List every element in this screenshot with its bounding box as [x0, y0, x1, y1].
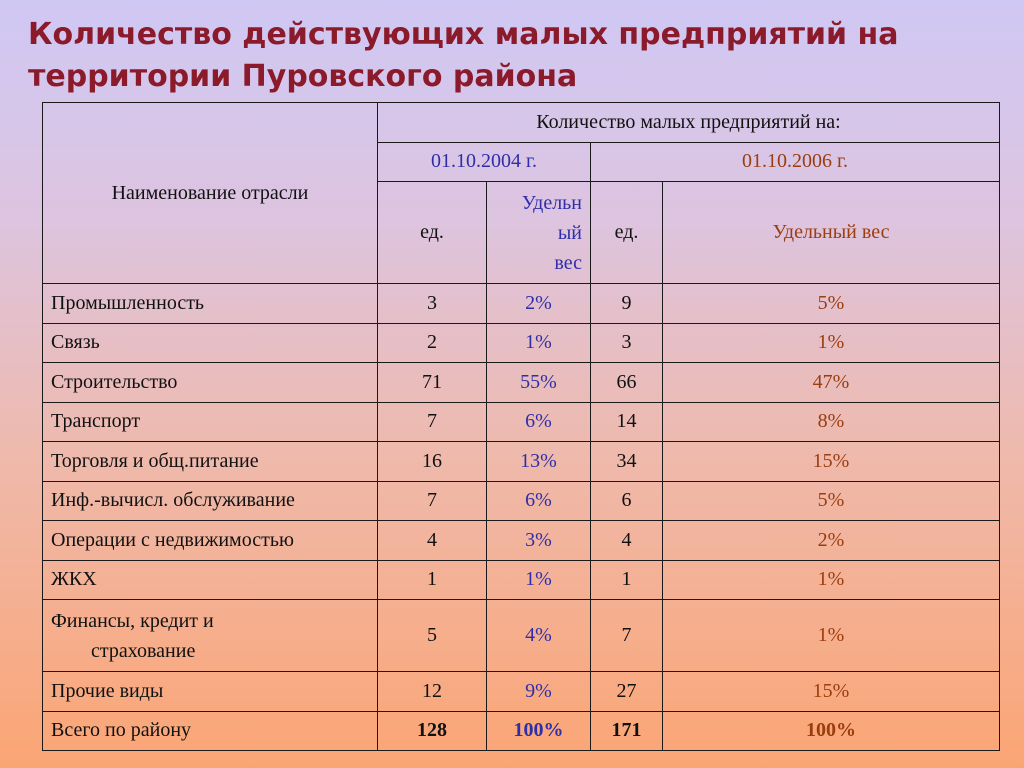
total-units-2004: 128 — [378, 711, 487, 751]
header-count-group: Количество малых предприятий на: — [378, 103, 1000, 143]
share-2006: 1% — [663, 600, 1000, 672]
table-row — [43, 672, 1000, 712]
enterprises-table — [42, 102, 1000, 751]
industry-name: Строительство — [43, 363, 378, 403]
units-2004: 2 — [378, 323, 487, 363]
share-2004: 9% — [487, 672, 591, 712]
share-2006: 5% — [663, 481, 1000, 521]
total-share-2004: 100% — [487, 711, 591, 751]
units-2006: 1 — [591, 560, 663, 600]
units-2006: 27 — [591, 672, 663, 712]
total-share-2006: 100% — [663, 711, 1000, 751]
share-2006: 15% — [663, 672, 1000, 712]
header-row-group — [43, 103, 1000, 143]
share-2004: 55% — [487, 363, 591, 403]
total-units-2006: 171 — [591, 711, 663, 751]
table-row — [43, 600, 1000, 672]
table-row — [43, 521, 1000, 561]
industry-name-line2: страхование — [91, 639, 196, 662]
share-2004: 13% — [487, 442, 591, 482]
units-2004: 7 — [378, 481, 487, 521]
share-2004: 6% — [487, 481, 591, 521]
industry-name: ЖКХ — [43, 560, 378, 600]
header-units-2004: ед. — [378, 182, 487, 284]
header-industry-name: Наименование отрасли — [43, 103, 378, 284]
table-row — [43, 402, 1000, 442]
share-2006: 1% — [663, 323, 1000, 363]
units-2006: 9 — [591, 284, 663, 324]
table-row — [43, 323, 1000, 363]
units-2004: 16 — [378, 442, 487, 482]
share-2006: 1% — [663, 560, 1000, 600]
header-share-2004-line1: Удельн — [521, 191, 582, 214]
units-2004: 71 — [378, 363, 487, 403]
industry-name: Связь — [43, 323, 378, 363]
units-2004: 7 — [378, 402, 487, 442]
table-row — [43, 363, 1000, 403]
industry-name — [43, 600, 378, 672]
table-row — [43, 284, 1000, 324]
units-2004: 4 — [378, 521, 487, 561]
slide-title-line2: территории Пуровского района — [28, 59, 578, 94]
share-2004: 6% — [487, 402, 591, 442]
header-share-2004-line3: вес — [554, 251, 582, 274]
table-row — [43, 481, 1000, 521]
units-2006: 6 — [591, 481, 663, 521]
share-2006: 2% — [663, 521, 1000, 561]
header-share-2006: Удельный вес — [663, 182, 1000, 284]
share-2004: 3% — [487, 521, 591, 561]
total-label: Всего по району — [43, 711, 378, 751]
share-2006: 15% — [663, 442, 1000, 482]
units-2006: 34 — [591, 442, 663, 482]
units-2006: 4 — [591, 521, 663, 561]
share-2004: 1% — [487, 323, 591, 363]
industry-name-line1: Финансы, кредит и — [51, 609, 214, 632]
share-2004: 1% — [487, 560, 591, 600]
units-2004: 1 — [378, 560, 487, 600]
industry-name: Транспорт — [43, 402, 378, 442]
header-date-2006: 01.10.2006 г. — [591, 142, 1000, 182]
units-2004: 12 — [378, 672, 487, 712]
units-2006: 66 — [591, 363, 663, 403]
table-row — [43, 560, 1000, 600]
industry-name: Инф.-вычисл. обслуживание — [43, 481, 378, 521]
industry-name: Промышленность — [43, 284, 378, 324]
units-2006: 7 — [591, 600, 663, 672]
table-row — [43, 442, 1000, 482]
units-2004: 3 — [378, 284, 487, 324]
share-2006: 47% — [663, 363, 1000, 403]
industry-name: Торговля и общ.питание — [43, 442, 378, 482]
share-2004: 4% — [487, 600, 591, 672]
header-share-2004 — [487, 182, 591, 284]
total-row — [43, 711, 1000, 751]
units-2004: 5 — [378, 600, 487, 672]
slide-title — [28, 14, 1008, 98]
header-date-2004: 01.10.2004 г. — [378, 142, 591, 182]
header-share-2004-line2: ый — [557, 221, 582, 244]
industry-name: Операции с недвижимостью — [43, 521, 378, 561]
units-2006: 14 — [591, 402, 663, 442]
industry-name: Прочие виды — [43, 672, 378, 712]
share-2006: 8% — [663, 402, 1000, 442]
units-2006: 3 — [591, 323, 663, 363]
header-units-2006: ед. — [591, 182, 663, 284]
share-2004: 2% — [487, 284, 591, 324]
slide-title-line1: Количество действующих малых предприятий на — [28, 17, 899, 52]
share-2006: 5% — [663, 284, 1000, 324]
